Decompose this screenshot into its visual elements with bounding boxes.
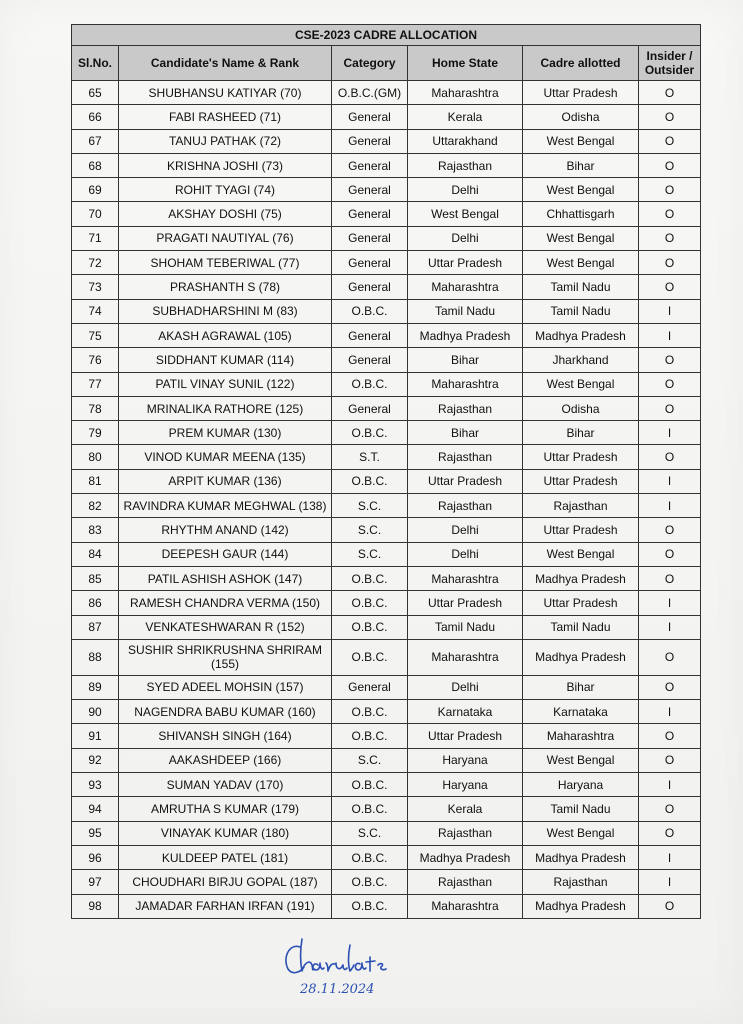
column-header: Cadre allotted: [523, 46, 639, 81]
insider-outsider-cell: I: [639, 870, 701, 894]
category-cell: O.B.C.: [332, 639, 408, 675]
category-cell: S.T.: [332, 445, 408, 469]
insider-outsider-cell: O: [639, 518, 701, 542]
category-cell: S.C.: [332, 542, 408, 566]
insider-outsider-cell: O: [639, 178, 701, 202]
candidate-name-rank-cell: PATIL VINAY SUNIL (122): [119, 372, 332, 396]
handwritten-signature: [278, 935, 408, 1005]
serial-number-cell: 79: [72, 421, 119, 445]
insider-outsider-cell: O: [639, 81, 701, 105]
home-state-cell: Rajasthan: [408, 153, 523, 177]
serial-number-cell: 72: [72, 251, 119, 275]
candidate-name-rank-cell: KRISHNA JOSHI (73): [119, 153, 332, 177]
cadre-allotted-cell: Tamil Nadu: [523, 275, 639, 299]
candidate-name-rank-cell: NAGENDRA BABU KUMAR (160): [119, 700, 332, 724]
serial-number-cell: 91: [72, 724, 119, 748]
candidate-name-rank-cell: PRASHANTH S (78): [119, 275, 332, 299]
candidate-name-rank-cell: RAVINDRA KUMAR MEGHWAL (138): [119, 494, 332, 518]
table-row: [72, 845, 701, 869]
home-state-cell: Maharashtra: [408, 275, 523, 299]
candidate-name-rank-cell: AAKASHDEEP (166): [119, 748, 332, 772]
category-cell: General: [332, 275, 408, 299]
serial-number-cell: 70: [72, 202, 119, 226]
insider-outsider-cell: I: [639, 323, 701, 347]
column-header: Insider / Outsider: [639, 46, 701, 81]
serial-number-cell: 83: [72, 518, 119, 542]
table-row: [72, 675, 701, 699]
insider-outsider-cell: O: [639, 129, 701, 153]
table-row: [72, 566, 701, 590]
insider-outsider-cell: O: [639, 372, 701, 396]
column-header: Category: [332, 46, 408, 81]
home-state-cell: Rajasthan: [408, 870, 523, 894]
home-state-cell: Rajasthan: [408, 396, 523, 420]
serial-number-cell: 94: [72, 797, 119, 821]
candidate-name-rank-cell: TANUJ PATHAK (72): [119, 129, 332, 153]
table-row: [72, 445, 701, 469]
category-cell: S.C.: [332, 821, 408, 845]
category-cell: S.C.: [332, 748, 408, 772]
home-state-cell: Delhi: [408, 178, 523, 202]
table-row: [72, 299, 701, 323]
cadre-allotted-cell: Chhattisgarh: [523, 202, 639, 226]
candidate-name-rank-cell: AMRUTHA S KUMAR (179): [119, 797, 332, 821]
serial-number-cell: 90: [72, 700, 119, 724]
home-state-cell: Karnataka: [408, 700, 523, 724]
serial-number-cell: 84: [72, 542, 119, 566]
candidate-name-rank-cell: JAMADAR FARHAN IRFAN (191): [119, 894, 332, 918]
home-state-cell: Tamil Nadu: [408, 299, 523, 323]
table-row: [72, 821, 701, 845]
category-cell: O.B.C.: [332, 299, 408, 323]
serial-number-cell: 66: [72, 105, 119, 129]
table-row: [72, 700, 701, 724]
signature-date: 28.11.2024: [300, 982, 375, 997]
category-cell: O.B.C.(GM): [332, 81, 408, 105]
cadre-allotted-cell: West Bengal: [523, 372, 639, 396]
cadre-allotted-cell: West Bengal: [523, 226, 639, 250]
serial-number-cell: 74: [72, 299, 119, 323]
category-cell: General: [332, 323, 408, 347]
serial-number-cell: 69: [72, 178, 119, 202]
candidate-name-rank-cell: RAMESH CHANDRA VERMA (150): [119, 591, 332, 615]
serial-number-cell: 82: [72, 494, 119, 518]
table-row: [72, 129, 701, 153]
serial-number-cell: 81: [72, 469, 119, 493]
serial-number-cell: 87: [72, 615, 119, 639]
insider-outsider-cell: O: [639, 251, 701, 275]
cadre-allotted-cell: Madhya Pradesh: [523, 639, 639, 675]
candidate-name-rank-cell: PATIL ASHISH ASHOK (147): [119, 566, 332, 590]
serial-number-cell: 97: [72, 870, 119, 894]
table-row: [72, 202, 701, 226]
home-state-cell: Rajasthan: [408, 445, 523, 469]
candidate-name-rank-cell: FABI RASHEED (71): [119, 105, 332, 129]
home-state-cell: Delhi: [408, 675, 523, 699]
category-cell: O.B.C.: [332, 845, 408, 869]
candidate-name-rank-cell: DEEPESH GAUR (144): [119, 542, 332, 566]
serial-number-cell: 85: [72, 566, 119, 590]
category-cell: O.B.C.: [332, 797, 408, 821]
table-row: [72, 542, 701, 566]
insider-outsider-cell: O: [639, 542, 701, 566]
candidate-name-rank-cell: SUMAN YADAV (170): [119, 773, 332, 797]
serial-number-cell: 92: [72, 748, 119, 772]
serial-number-cell: 71: [72, 226, 119, 250]
insider-outsider-cell: O: [639, 105, 701, 129]
table-row: [72, 773, 701, 797]
candidate-name-rank-cell: MRINALIKA RATHORE (125): [119, 396, 332, 420]
table-row: [72, 518, 701, 542]
table-row: [72, 81, 701, 105]
cadre-allotted-cell: Uttar Pradesh: [523, 518, 639, 542]
insider-outsider-cell: I: [639, 845, 701, 869]
serial-number-cell: 80: [72, 445, 119, 469]
table-row: [72, 469, 701, 493]
category-cell: General: [332, 202, 408, 226]
insider-outsider-cell: O: [639, 226, 701, 250]
cadre-allotted-cell: Uttar Pradesh: [523, 591, 639, 615]
column-header: Sl.No.: [72, 46, 119, 81]
insider-outsider-cell: O: [639, 748, 701, 772]
table-row: [72, 494, 701, 518]
candidate-name-rank-cell: AKSHAY DOSHI (75): [119, 202, 332, 226]
table-row: [72, 639, 701, 675]
serial-number-cell: 86: [72, 591, 119, 615]
table-row: [72, 797, 701, 821]
candidate-name-rank-cell: PREM KUMAR (130): [119, 421, 332, 445]
cadre-allotted-cell: Tamil Nadu: [523, 299, 639, 323]
category-cell: O.B.C.: [332, 591, 408, 615]
home-state-cell: Kerala: [408, 105, 523, 129]
home-state-cell: Bihar: [408, 421, 523, 445]
table-title: CSE-2023 CADRE ALLOCATION: [72, 25, 701, 46]
insider-outsider-cell: O: [639, 445, 701, 469]
insider-outsider-cell: I: [639, 421, 701, 445]
category-cell: O.B.C.: [332, 421, 408, 445]
cadre-allotted-cell: West Bengal: [523, 821, 639, 845]
table-row: [72, 396, 701, 420]
candidate-name-rank-cell: AKASH AGRAWAL (105): [119, 323, 332, 347]
category-cell: O.B.C.: [332, 870, 408, 894]
home-state-cell: Rajasthan: [408, 821, 523, 845]
candidate-name-rank-cell: VINAYAK KUMAR (180): [119, 821, 332, 845]
cadre-allotted-cell: Haryana: [523, 773, 639, 797]
home-state-cell: Uttar Pradesh: [408, 251, 523, 275]
insider-outsider-cell: I: [639, 469, 701, 493]
cadre-allotted-cell: Uttar Pradesh: [523, 469, 639, 493]
home-state-cell: Maharashtra: [408, 566, 523, 590]
cadre-allotted-cell: Madhya Pradesh: [523, 566, 639, 590]
home-state-cell: Haryana: [408, 748, 523, 772]
candidate-name-rank-cell: SUBHADHARSHINI M (83): [119, 299, 332, 323]
cadre-allotted-cell: West Bengal: [523, 178, 639, 202]
category-cell: O.B.C.: [332, 566, 408, 590]
table-row: [72, 178, 701, 202]
table-row: [72, 105, 701, 129]
serial-number-cell: 95: [72, 821, 119, 845]
cadre-allotted-cell: Bihar: [523, 675, 639, 699]
home-state-cell: Madhya Pradesh: [408, 845, 523, 869]
insider-outsider-cell: I: [639, 591, 701, 615]
serial-number-cell: 75: [72, 323, 119, 347]
category-cell: General: [332, 105, 408, 129]
serial-number-cell: 78: [72, 396, 119, 420]
candidate-name-rank-cell: RHYTHM ANAND (142): [119, 518, 332, 542]
insider-outsider-cell: O: [639, 894, 701, 918]
candidate-name-rank-cell: SHIVANSH SINGH (164): [119, 724, 332, 748]
cadre-allotted-cell: Rajasthan: [523, 494, 639, 518]
category-cell: O.B.C.: [332, 372, 408, 396]
category-cell: S.C.: [332, 494, 408, 518]
home-state-cell: Tamil Nadu: [408, 615, 523, 639]
candidate-name-rank-cell: SIDDHANT KUMAR (114): [119, 348, 332, 372]
insider-outsider-cell: I: [639, 615, 701, 639]
table-row: [72, 251, 701, 275]
serial-number-cell: 67: [72, 129, 119, 153]
candidate-name-rank-cell: CHOUDHARI BIRJU GOPAL (187): [119, 870, 332, 894]
home-state-cell: Maharashtra: [408, 894, 523, 918]
table-row: [72, 153, 701, 177]
insider-outsider-cell: O: [639, 275, 701, 299]
category-cell: General: [332, 396, 408, 420]
table-row: [72, 348, 701, 372]
cadre-allotted-cell: Karnataka: [523, 700, 639, 724]
category-cell: O.B.C.: [332, 773, 408, 797]
category-cell: General: [332, 348, 408, 372]
home-state-cell: Uttarakhand: [408, 129, 523, 153]
table-row: [72, 275, 701, 299]
cadre-allotted-cell: Tamil Nadu: [523, 615, 639, 639]
serial-number-cell: 65: [72, 81, 119, 105]
serial-number-cell: 96: [72, 845, 119, 869]
insider-outsider-cell: I: [639, 773, 701, 797]
table-row: [72, 372, 701, 396]
insider-outsider-cell: O: [639, 821, 701, 845]
serial-number-cell: 98: [72, 894, 119, 918]
candidate-name-rank-cell: KULDEEP PATEL (181): [119, 845, 332, 869]
cadre-allotted-cell: Maharashtra: [523, 724, 639, 748]
category-cell: General: [332, 153, 408, 177]
cadre-allotted-cell: Odisha: [523, 396, 639, 420]
column-header: Candidate's Name & Rank: [119, 46, 332, 81]
table-row: [72, 724, 701, 748]
home-state-cell: Madhya Pradesh: [408, 323, 523, 347]
home-state-cell: Maharashtra: [408, 81, 523, 105]
serial-number-cell: 89: [72, 675, 119, 699]
home-state-cell: Maharashtra: [408, 639, 523, 675]
candidate-name-rank-cell: SHUBHANSU KATIYAR (70): [119, 81, 332, 105]
home-state-cell: Uttar Pradesh: [408, 724, 523, 748]
insider-outsider-cell: O: [639, 724, 701, 748]
serial-number-cell: 73: [72, 275, 119, 299]
insider-outsider-cell: I: [639, 299, 701, 323]
cadre-allotted-cell: Madhya Pradesh: [523, 323, 639, 347]
table-row: [72, 894, 701, 918]
home-state-cell: Delhi: [408, 226, 523, 250]
home-state-cell: Bihar: [408, 348, 523, 372]
insider-outsider-cell: O: [639, 797, 701, 821]
candidate-name-rank-cell: PRAGATI NAUTIYAL (76): [119, 226, 332, 250]
serial-number-cell: 88: [72, 639, 119, 675]
insider-outsider-cell: O: [639, 675, 701, 699]
home-state-cell: Delhi: [408, 518, 523, 542]
candidate-name-rank-cell: ARPIT KUMAR (136): [119, 469, 332, 493]
cadre-allotted-cell: Jharkhand: [523, 348, 639, 372]
insider-outsider-cell: I: [639, 494, 701, 518]
candidate-name-rank-cell: VENKATESHWARAN R (152): [119, 615, 332, 639]
insider-outsider-cell: O: [639, 639, 701, 675]
serial-number-cell: 68: [72, 153, 119, 177]
home-state-cell: Maharashtra: [408, 372, 523, 396]
table-row: [72, 615, 701, 639]
insider-outsider-cell: O: [639, 348, 701, 372]
cadre-allotted-cell: Rajasthan: [523, 870, 639, 894]
cadre-allotted-cell: Uttar Pradesh: [523, 81, 639, 105]
category-cell: General: [332, 251, 408, 275]
cadre-allotted-cell: West Bengal: [523, 542, 639, 566]
cadre-allotted-cell: Uttar Pradesh: [523, 445, 639, 469]
home-state-cell: Uttar Pradesh: [408, 591, 523, 615]
cadre-allotted-cell: West Bengal: [523, 748, 639, 772]
table-row: [72, 870, 701, 894]
home-state-cell: Delhi: [408, 542, 523, 566]
serial-number-cell: 76: [72, 348, 119, 372]
insider-outsider-cell: O: [639, 153, 701, 177]
cadre-allocation-table: [71, 24, 701, 919]
candidate-name-rank-cell: VINOD KUMAR MEENA (135): [119, 445, 332, 469]
table-row: [72, 591, 701, 615]
insider-outsider-cell: O: [639, 202, 701, 226]
insider-outsider-cell: O: [639, 566, 701, 590]
table-row: [72, 226, 701, 250]
cadre-allotted-cell: West Bengal: [523, 251, 639, 275]
category-cell: General: [332, 226, 408, 250]
header-row: [72, 46, 701, 81]
candidate-name-rank-cell: ROHIT TYAGI (74): [119, 178, 332, 202]
category-cell: S.C.: [332, 518, 408, 542]
cadre-allotted-cell: Madhya Pradesh: [523, 894, 639, 918]
cadre-allotted-cell: Bihar: [523, 153, 639, 177]
cadre-allotted-cell: Odisha: [523, 105, 639, 129]
cadre-allotted-cell: Tamil Nadu: [523, 797, 639, 821]
insider-outsider-cell: O: [639, 396, 701, 420]
candidate-name-rank-cell: SHOHAM TEBERIWAL (77): [119, 251, 332, 275]
category-cell: General: [332, 178, 408, 202]
home-state-cell: Rajasthan: [408, 494, 523, 518]
table-row: [72, 748, 701, 772]
cadre-allotted-cell: West Bengal: [523, 129, 639, 153]
category-cell: General: [332, 675, 408, 699]
column-header: Home State: [408, 46, 523, 81]
home-state-cell: Uttar Pradesh: [408, 469, 523, 493]
home-state-cell: Kerala: [408, 797, 523, 821]
candidate-name-rank-cell: SUSHIR SHRIKRUSHNA SHRIRAM (155): [119, 639, 332, 675]
insider-outsider-cell: I: [639, 700, 701, 724]
category-cell: O.B.C.: [332, 469, 408, 493]
category-cell: O.B.C.: [332, 894, 408, 918]
cadre-allotted-cell: Madhya Pradesh: [523, 845, 639, 869]
table-body: [72, 81, 701, 919]
category-cell: O.B.C.: [332, 724, 408, 748]
serial-number-cell: 93: [72, 773, 119, 797]
serial-number-cell: 77: [72, 372, 119, 396]
table-row: [72, 421, 701, 445]
table-row: [72, 323, 701, 347]
home-state-cell: Haryana: [408, 773, 523, 797]
category-cell: O.B.C.: [332, 615, 408, 639]
cadre-allotted-cell: Bihar: [523, 421, 639, 445]
category-cell: General: [332, 129, 408, 153]
category-cell: O.B.C.: [332, 700, 408, 724]
candidate-name-rank-cell: SYED ADEEL MOHSIN (157): [119, 675, 332, 699]
home-state-cell: West Bengal: [408, 202, 523, 226]
